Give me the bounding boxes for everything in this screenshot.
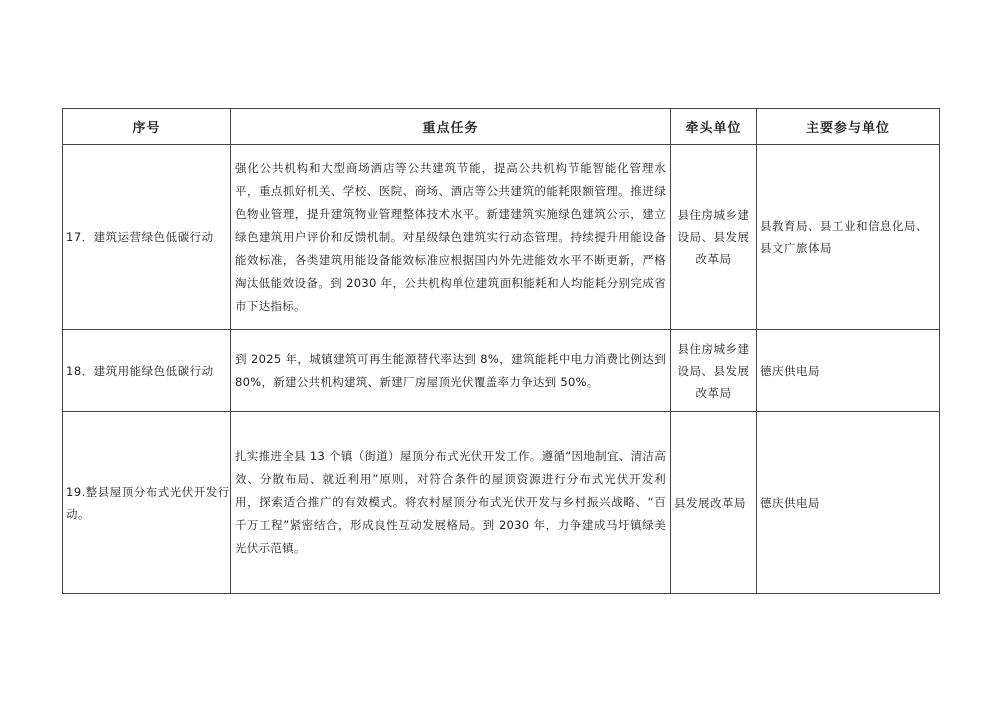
row-seq: 19.整县屋顶分布式光伏开发行动。 bbox=[63, 412, 231, 594]
row-task: 强化公共机构和大型商场酒店等公共建筑节能，提高公共机构节能智能化管理水平，重点抓好机关、学校、医院、商场、酒店等公共建筑的能耗限额管理。推进绿色物业管理，提升建筑物业管理整体技术水平。新建建筑实施绿色建筑公示，建立绿色建筑用户评价和反馈机制。对星级绿色建筑实行动态管理。持续提升用能设备能效标准，各类建筑用能设备能效标准应根据国内外先进能效水平不断更新，严格淘汰低能效设备。到 2030 年，公共机构单位建筑面积能耗和人均能耗分别完成省市下达指标。 bbox=[231, 145, 671, 330]
row-partners: 德庆供电局 bbox=[757, 330, 940, 412]
header-lead: 牵头单位 bbox=[671, 109, 757, 145]
header-seq: 序号 bbox=[63, 109, 231, 145]
row-task: 扎实推进全县 13 个镇（街道）屋顶分布式光伏开发工作。遵循“因地制宜、清洁高效、分散布局、就近利用”原则，对符合条件的屋顶资源进行分布式光伏开发利用，探索适合推广的有效模式。将农村屋顶分布式光伏开发与乡村振兴战略、“百千万工程”紧密结合，形成良性互动发展格局。到 2030 年，力争建成马圩镇绿美光伏示范镇。 bbox=[231, 412, 671, 594]
row-task: 到 2025 年，城镇建筑可再生能源替代率达到 8%，建筑能耗中电力消费比例达到 80%，新建公共机构建筑、新建厂房屋顶光伏覆盖率力争达到 50%。 bbox=[231, 330, 671, 412]
table-row bbox=[63, 145, 940, 330]
row-lead: 县住房城乡建设局、县发展改革局 bbox=[671, 145, 757, 330]
table-header-row bbox=[63, 109, 940, 145]
table-row bbox=[63, 412, 940, 594]
key-tasks-table bbox=[62, 108, 940, 594]
row-lead: 县发展改革局 bbox=[671, 412, 757, 594]
row-partners: 德庆供电局 bbox=[757, 412, 940, 594]
table-row bbox=[63, 330, 940, 412]
header-partners: 主要参与单位 bbox=[757, 109, 940, 145]
row-seq: 18．建筑用能绿色低碳行动 bbox=[63, 330, 231, 412]
row-lead: 县住房城乡建设局、县发展改革局 bbox=[671, 330, 757, 412]
row-seq: 17．建筑运营绿色低碳行动 bbox=[63, 145, 231, 330]
row-partners: 县教育局、县工业和信息化局、县文广旅体局 bbox=[757, 145, 940, 330]
header-task: 重点任务 bbox=[231, 109, 671, 145]
